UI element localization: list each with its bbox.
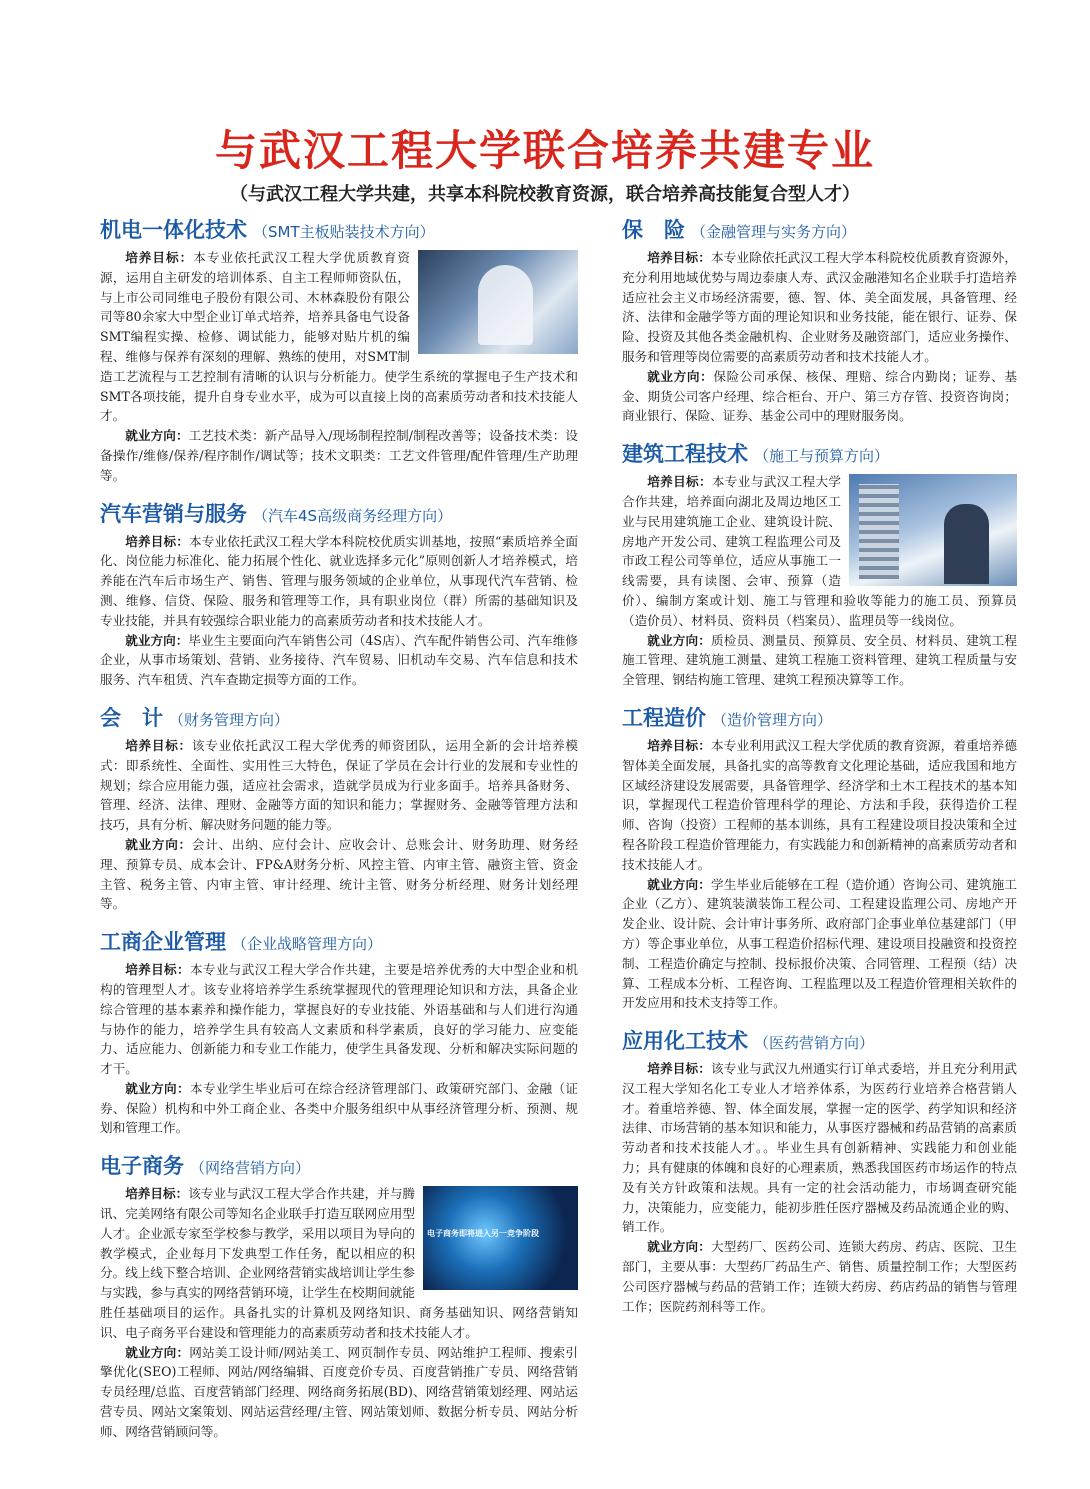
training-goal [100, 736, 578, 835]
training-goal [622, 736, 1017, 875]
photo-caption: 电子商务即将进入另一竞争阶段 [427, 1229, 539, 1239]
major-name: 机电一体化技术 [100, 218, 247, 242]
major-name: 会 计 [100, 705, 163, 730]
training-goal [622, 248, 1017, 367]
major-name: 汽车营销与服务 [100, 501, 247, 526]
goal-label: 培养目标： [125, 962, 190, 978]
career-direction [100, 1079, 578, 1138]
section-business-management [100, 926, 578, 1138]
career-direction [100, 835, 578, 914]
page-subtitle: （与武汉工程大学共建，共享本科院校教育资源，联合培养高技能复合型人才） [230, 184, 860, 205]
goal-label: 培养目标： [125, 250, 194, 265]
major-direction: （网络营销方向） [190, 1159, 311, 1178]
section-applied-chemistry [622, 1025, 1017, 1316]
section-heading [100, 926, 578, 956]
section-cost-engineering [622, 702, 1017, 1013]
major-direction: （造价管理方向） [712, 710, 833, 729]
goal-label: 培养目标： [647, 474, 712, 490]
major-direction: （企业战略管理方向） [232, 935, 383, 954]
career-direction [100, 426, 578, 485]
career-direction [622, 875, 1017, 1014]
career-direction [622, 1237, 1017, 1316]
major-direction: （施工与预算方向） [754, 447, 890, 466]
goal-text: 本专业与武汉工程大学合作共建，主要是培养优秀的大中型企业和机构的管理型人才。该专业将培养学生系统掌握现代的管理理论知识和方法，具备企业综合管理的基本素养和操作能力，掌握良好的专业技能、外语基础和与人们进行沟通与协作的能力，培养学生具有较高人文素质和科学素质，良好的学习能力、应变能力、适应能力、创新能力和专业工作能力，使学生具备发现、分析和解决实际问题的才干。 [100, 962, 579, 1077]
career-label: 就业方向： [125, 428, 189, 444]
major-direction: （金融管理与实务方向） [691, 223, 857, 241]
major-direction: （财务管理方向） [169, 710, 290, 729]
lab-technician-photo [418, 250, 578, 354]
section-heading [622, 214, 1017, 244]
career-label: 就业方向： [647, 368, 714, 384]
career-label: 就业方向： [125, 632, 189, 648]
career-direction [622, 367, 1017, 426]
section-heading [100, 498, 578, 528]
career-text: 学生毕业后能够在工程（造价通）咨询公司、建筑施工企业（乙方）、建筑装潢装饰工程公司、工程建设监理公司、房地产开发企业、设计院、会计审计事务所、政府部门企事业单位基建部门（甲方）等企事业单位，从事工程造价招标代理、建设项目投融资和投资控制、工程造价确定与控制、投标报价决策、合同管理、工程预（结）决算、工程成本分析、工程咨询、工程监理以及工程造价管理相关软件的开发应用和技术支持等工作。 [622, 876, 1018, 1011]
goal-text: 本专业与武汉工程大学合作共建，培养面向湖北及周边地区工业与民用建筑施工企业、建筑设计院、房地产开发公司、建筑工程监理公司及市政工程公司等单位，适应从事施工一线需要，具有读图、会审、预算（造价）、编制方案或计划、施工与管理和验收等能力的施工员、预算员（造价员）、材料员、资料员（档案员）、监理员等一线岗位。 [622, 474, 1017, 628]
section-construction [622, 438, 1017, 690]
career-text: 大型药厂、医药公司、连锁大药房、药店、医院、卫生部门，主要从事：大型药厂药品生产、销售、质量控制工作；大型医药公司医疗器械与药品的营销工作；连锁大药房、药店药品的销售与管理工作；医院药剂科等工作。 [622, 1239, 1018, 1314]
major-direction: （医药营销方向） [754, 1034, 875, 1053]
career-direction [100, 631, 578, 690]
major-direction: （汽车4S高级商务经理方向） [253, 506, 453, 525]
section-accounting [100, 702, 578, 914]
construction-engineers-photo [849, 474, 1017, 586]
section-heading [100, 1150, 578, 1180]
career-direction [622, 631, 1017, 690]
page-title: 与武汉工程大学联合培养共建专业 [214, 126, 875, 175]
career-text: 会计、出纳、应付会计、应收会计、总账会计、财务助理、财务经理、预算专员、成本会计、FP&A财务分析、风控主管、内审主管、融资主管、资金主管、税务主管、内审主管、审计经理、统计主管、财务分析经理、财务计划经理等。 [100, 836, 579, 912]
career-label: 就业方向： [647, 632, 711, 648]
career-text: 质检员、测量员、预算员、安全员、材料员、建筑工程施工管理、建筑施工测量、建筑工程施工资料管理、建筑工程质量与安全管理、钢结构施工管理、建筑工程预决算等工作。 [622, 632, 1018, 688]
right-column [622, 214, 1017, 1328]
goal-text: 该专业依托武汉工程大学优秀的师资团队，运用全新的会计培养模式：即系统性、全面性、实用性三大特色，保证了学员在会计行业的发展和专业性的规划；综合应用能力强，适应社会需求，造就学员成为行业多面手。培养具备财务、管理、经济、法律、理财、金融等方面的知识和能力；掌握财务、金融等管理方法和技巧，具有分析、解决财务问题的能力等。 [100, 737, 579, 833]
goal-label: 培养目标： [647, 250, 711, 265]
goal-label: 培养目标： [647, 737, 711, 753]
section-auto-marketing [100, 498, 578, 690]
career-label: 就业方向： [125, 836, 192, 852]
e-commerce-photo [423, 1186, 578, 1290]
career-text: 毕业生主要面向汽车销售公司（4S店）、汽车配件销售公司、汽车维修企业，从事市场策划、营销、业务接待、汽车贸易、旧机动车交易、汽车信息和技术服务、汽车租赁、汽车查勘定损等方面的工作。 [100, 632, 579, 688]
training-goal [100, 960, 578, 1079]
training-goal [622, 1059, 1017, 1237]
left-column [100, 214, 578, 1454]
goal-text: 该专业与武汉工程大学合作共建，并与腾讯、完美网络有限公司等知名企业联手打造互联网应用型人才。企业派专家至学校参与教学，采用以项目为导向的教学模式，企业每月下发典型工作任务，配以相应的积分。线上线下整合培训、企业网络营销实战培训让学生参与实践，参与真实的网络营销环境，让学生在校期间就能胜任基础项目的运作。具备扎实的计算机及网络知识、商务基础知识、网络营销知识、电子商务平台建设和管理能力的高素质劳动者和技术技能人才。 [100, 1186, 578, 1340]
goal-label: 培养目标： [647, 1061, 711, 1077]
major-direction: （SMT主板贴装技术方向） [253, 223, 435, 241]
major-name: 建筑工程技术 [622, 442, 748, 467]
section-heading [622, 438, 1017, 468]
major-name: 应用化工技术 [622, 1029, 748, 1054]
career-label: 就业方向： [125, 1344, 190, 1360]
goal-label: 培养目标： [125, 737, 192, 753]
goal-text: 本专业除依托武汉工程大学本科院校优质教育资源外，充分利用地域优势与周边泰康人寿、武汉金融港知名企业联手打造培养适应社会主义市场经济需要，德、智、体、美全面发展，具备管理、经济、法律和金融学等方面的理论知识和业务技能，能在银行、证券、保险、投资及其他各类金融机构、企业财务及融资部门，适应业务操作、服务和管理等岗位需要的高素质劳动者和技术技能人才。 [622, 250, 1018, 364]
career-label: 就业方向： [125, 1080, 190, 1096]
goal-label: 培养目标： [125, 1186, 189, 1202]
goal-text: 本专业依托武汉工程大学优质教育资源，运用自主研发的培训体系、自主工程师师资队伍，与上市公司同维电子股份有限公司、木林森股份有限公司等80余家大中型企业订单式培养，培养具备电气设备SMT编程实操、检修、调试能力，能够对贴片机的编程、维修与保养有深刻的理解、熟练的使用，对SMT制造工艺流程与工艺控制有清晰的认识与分析能力。使学生系统的掌握电子生产技术和SMT各项技能，提升自身专业水平，成为可以直接上岗的高素质劳动者和技术技能人才。 [100, 250, 578, 424]
goal-label: 培养目标： [125, 533, 189, 549]
section-heading [100, 702, 578, 732]
goal-text: 本专业依托武汉工程大学本科院校优质实训基地，按照“素质培养全面化、岗位能力标准化、能力拓展个性化、就业选择多元化”原则创新人才培养模式，培养能在汽车后市场生产、销售、管理与服务领域的企业单位，从事现代汽车营销、检测、维修、信贷、保险、服务和管理等工作，具有职业岗位（群）所需的基础知识及专业技能，并具有较强综合职业能力的高素质劳动者和技术技能人才。 [100, 533, 578, 628]
section-heading [622, 1025, 1017, 1055]
career-text: 工艺技术类：新产品导入/现场制程控制/制程改善等；设备技术类：设备操作/维修/保养/程序制作/调试等；技术文职类：工艺文件管理/配件管理/生产助理等。 [100, 428, 578, 483]
section-heading [622, 702, 1017, 732]
major-name: 工程造价 [622, 705, 706, 730]
career-text: 保险公司承保、核保、理赔、综合内勤岗；证券、基金、期货公司客户经理、综合柜台、开户、第三方存管、投资咨询岗；商业银行、保险、证券、基金公司中的理财服务岗。 [622, 368, 1018, 424]
career-text: 本专业学生毕业后可在综合经济管理部门、政策研究部门、金融（证券、保险）机构和中外工商企业、各类中介服务组织中从事经济管理分析、预测、规划和管理工作。 [100, 1080, 579, 1136]
training-goal [100, 532, 578, 631]
section-e-commerce [100, 1150, 578, 1441]
major-name: 电子商务 [100, 1154, 184, 1179]
career-text: 网站美工设计师/网站美工、网页制作专员、网站维护工程师、搜索引擎优化(SEO)工程师、网站/网络编辑、百度竞价专员、百度营销推广专员、网络营销专员经理/总监、百度营销部门经理、网络商务拓展(BD)、网络营销策划经理、网站运营专员、网站文案策划、网站运营经理/主管、网站策划师、数据分析专员、网站分析师、网络营销顾问等。 [100, 1344, 579, 1439]
career-label: 就业方向： [647, 1239, 711, 1255]
goal-text: 本专业利用武汉工程大学优质的教育资源，着重培养德智体美全面发展，具备扎实的高等教育文化理论基础，适应我国和地方区域经济建设发展需要，具备管理学、经济学和土木工程技术的基本知识，掌握现代工程造价管理科学的理论、方法和手段，获得造价工程师、咨询（投资）工程师的基本训练，具有工程建设项目投决策和全过程各阶段工程造价管理能力，有实践能力和创新精神的高素质劳动者和技术技能人才。 [622, 737, 1018, 872]
career-label: 就业方向： [647, 876, 711, 892]
goal-text: 该专业与武汉九州通实行订单式委培，并且充分利用武汉工程大学知名化工专业人才培养体系，为医药行业培养合格营销人才。着重培养德、智、体全面发展，掌握一定的医学、药学知识和经济法律、市场营销的基本知识和能力，从事医疗器械和药品营销的高素质劳动者和技术技能人才。。毕业生具有创新精神、实践能力和创业能力；具有健康的体魄和良好的心理素质，熟悉我国医药市场运作的特点及有关方针政策和法规。具有一定的社会活动能力，市场调查研究能力，决策能力，应变能力，能初步胜任医疗器械及药品流通企业的购、销工作。 [622, 1061, 1018, 1235]
major-name: 保 险 [622, 218, 685, 242]
major-name: 工商企业管理 [100, 930, 226, 955]
section-insurance [622, 214, 1017, 426]
section-mechatronics [100, 214, 578, 486]
section-heading [100, 214, 578, 244]
career-direction [100, 1343, 578, 1442]
